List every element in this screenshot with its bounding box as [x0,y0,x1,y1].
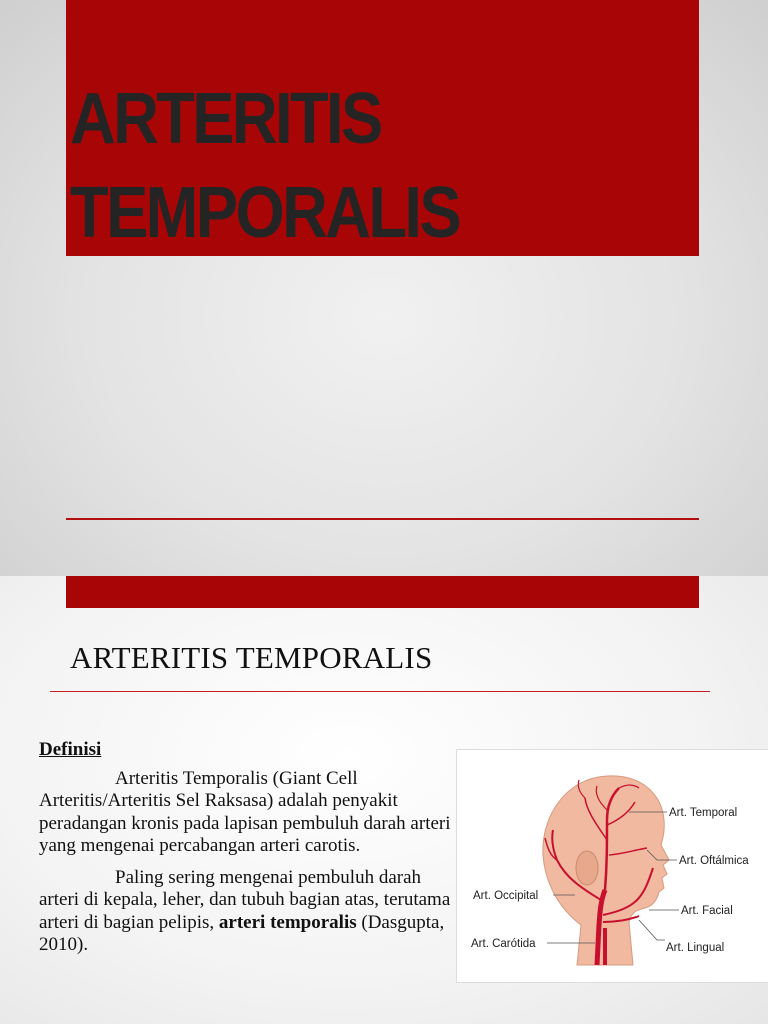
paragraph-2-citation: (Dasgupta, 2010). [39,911,445,955]
label-art-oftalmica: Art. Oftálmica [679,855,749,867]
head-arteries-svg [457,750,768,982]
content-slide-title: ARTERITIS TEMPORALIS [70,640,433,675]
content-divider-line [50,691,710,692]
definition-heading: Definisi [39,739,102,760]
definition-text-block [39,739,459,966]
label-art-carotida: Art. Carótida [471,938,536,950]
head-arteries-illustration [456,749,768,983]
paragraph-2-bold-term: arteri temporalis [218,911,357,933]
content-slide [0,576,768,1024]
label-art-occipital: Art. Occipital [473,890,539,902]
definition-paragraph-2 [39,867,459,957]
title-slide-heading [70,72,459,260]
paragraph-2-text: Paling sering mengenai pembuluh darah arteri di kepala, leher, dan tubuh bagian atas, terutama arteri di bagian pelipis, [39,866,451,933]
label-art-lingual: Art. Lingual [666,942,725,954]
title-line-1: ARTERITIS [70,79,381,159]
title-line-2: TEMPORALIS [70,173,459,253]
ear-shape [576,851,598,885]
title-divider-line [66,518,699,520]
label-art-temporal: Art. Temporal [669,807,738,819]
content-red-bar [66,576,699,608]
definition-paragraph-1: Arteritis Temporalis (Giant Cell Arteritis/Arteritis Sel Raksasa) adalah penyakit peradangan kronis pada lapisan pembuluh darah arteri yang mengenai percabangan arteri carotis. [39,767,451,856]
label-art-facial: Art. Facial [681,905,733,917]
